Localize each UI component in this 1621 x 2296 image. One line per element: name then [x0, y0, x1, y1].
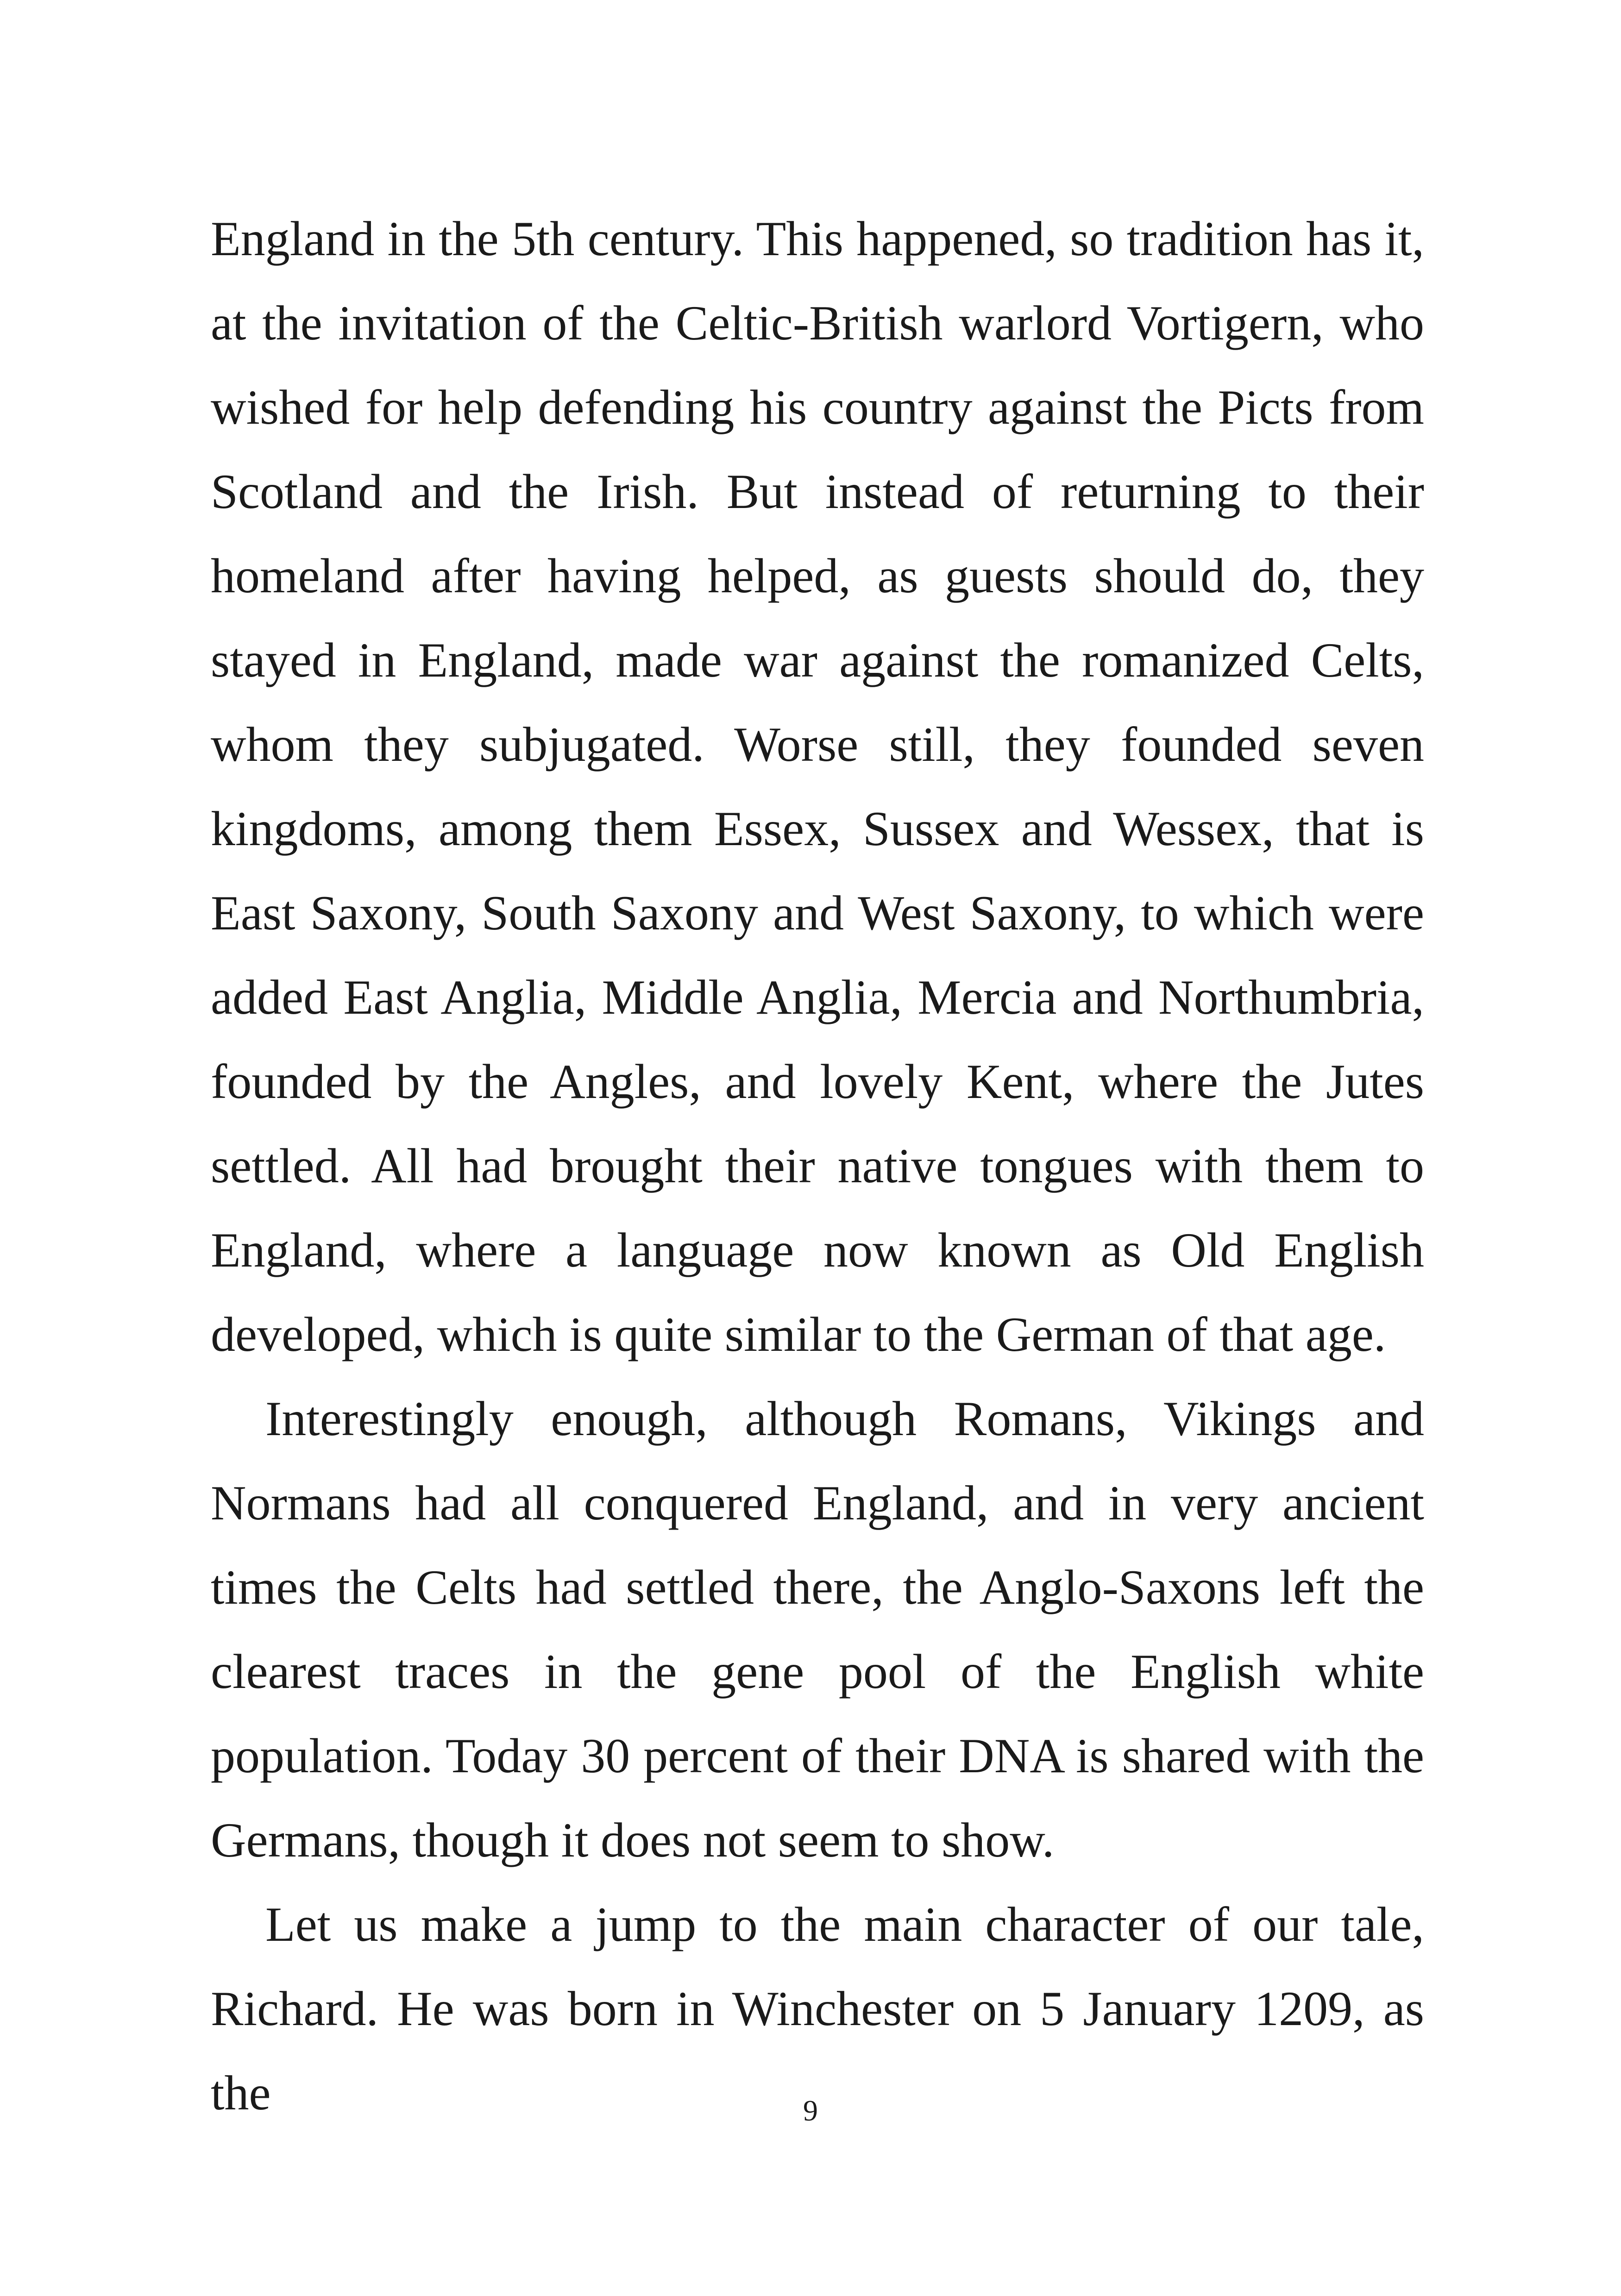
paragraph-anglo-saxon-genes: Interestingly enough, although Romans, Vikings and Normans had all conquered England, and in very ancient times the Celts had settled there, the Anglo-Saxons left the clearest traces in the gene pool of the English white population. Today 30 percent of their DNA is shared with the Germans, though it does not seem to show. — [211, 1392, 1424, 1867]
body-text — [211, 197, 1424, 2135]
paragraph-richard-intro: Let us make a jump to the main character of our tale, Richard. He was born in Winchester on 5 January 1209, as the — [211, 1897, 1424, 2120]
paragraph-continued: England in the 5th century. This happened, so tradition has it, at the invitation of the Celtic-British warlord Vortigern, who wished for help defending his country against the Picts from Scotland and the Irish. But instead of returning to their homeland after having helped, as guests should do, they stayed in England, made war against the romanized Celts, whom they subjugated. Worse still, they founded seven kingdoms, among them Essex, Sussex and Wessex, that is East Saxony, South Saxony and West Saxony, to which were added East Anglia, Middle Anglia, Mercia and Northumbria, founded by the Angles, and lovely Kent, where the Jutes settled. All had brought their native tongues with them to England, where a language now known as Old English developed, which is quite similar to the German of that age. — [211, 212, 1424, 1361]
page-number: 9 — [803, 2094, 818, 2127]
